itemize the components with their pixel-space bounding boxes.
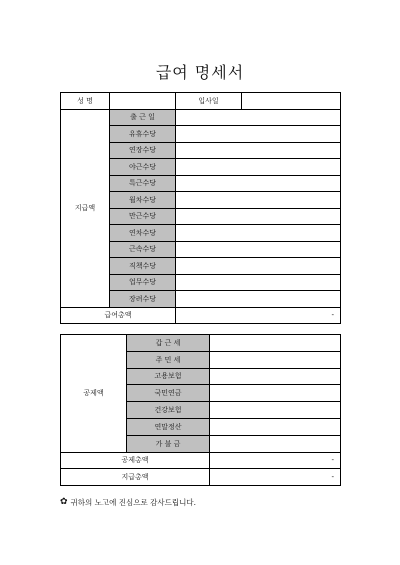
pay-item-value[interactable]	[176, 142, 341, 159]
pay-item-label: 연장수당	[110, 142, 176, 159]
pay-row	[61, 109, 341, 126]
pay-item-value[interactable]	[176, 192, 341, 209]
name-value[interactable]	[110, 93, 176, 110]
pay-item-value[interactable]	[176, 175, 341, 192]
pay-item-value[interactable]	[176, 109, 341, 126]
pay-item-label: 만근수당	[110, 208, 176, 225]
pay-item-label: 근속수당	[110, 241, 176, 258]
join-date-label: 입사일	[176, 93, 242, 110]
pay-item-label: 야근수당	[110, 159, 176, 176]
deduction-item-label: 고용보험	[127, 368, 210, 385]
pay-item-label: 직책수당	[110, 258, 176, 275]
pay-item-label: 장려수당	[110, 291, 176, 308]
deduction-item-label: 국민연금	[127, 385, 210, 402]
pay-total-label: 급여총액	[61, 307, 176, 324]
deduction-item-label: 갑 근 세	[127, 335, 210, 352]
deduction-item-value[interactable]	[210, 335, 341, 352]
net-pay-label: 지급총액	[61, 469, 210, 486]
deduction-item-value[interactable]	[210, 402, 341, 419]
pay-item-label: 연차수당	[110, 225, 176, 242]
flower-icon: ✿	[60, 497, 68, 507]
pay-table	[60, 92, 341, 324]
pay-item-label: 유휴수당	[110, 126, 176, 143]
pay-section-label: 지급액	[61, 109, 110, 307]
pay-total-value: -	[176, 307, 341, 324]
pay-item-value[interactable]	[176, 126, 341, 143]
pay-item-value[interactable]	[176, 291, 341, 308]
pay-item-value[interactable]	[176, 241, 341, 258]
deduction-item-label: 가 불 금	[127, 435, 210, 452]
pay-item-label: 특근수당	[110, 175, 176, 192]
pay-item-value[interactable]	[176, 159, 341, 176]
pay-item-label: 출 근 일	[110, 109, 176, 126]
footer-note	[60, 497, 196, 508]
deduction-item-value[interactable]	[210, 385, 341, 402]
deduction-item-value[interactable]	[210, 368, 341, 385]
net-pay-row	[61, 469, 341, 486]
deduction-item-label: 주 민 세	[127, 351, 210, 368]
deduction-total-label: 공제총액	[61, 452, 210, 469]
header-row	[61, 93, 341, 110]
pay-item-value[interactable]	[176, 258, 341, 275]
name-label: 성 명	[61, 93, 110, 110]
pay-total-row	[61, 307, 341, 324]
deduction-total-row	[61, 452, 341, 469]
pay-item-value[interactable]	[176, 225, 341, 242]
pay-item-value[interactable]	[176, 208, 341, 225]
deduction-section-label: 공제액	[61, 335, 127, 453]
deduction-item-label: 건강보험	[127, 402, 210, 419]
pay-item-value[interactable]	[176, 274, 341, 291]
deduction-table	[60, 334, 341, 486]
deduction-row	[61, 335, 341, 352]
deduction-total-value: -	[210, 452, 341, 469]
deduction-item-value[interactable]	[210, 435, 341, 452]
net-pay-value: -	[210, 469, 341, 486]
deduction-item-label: 연말정산	[127, 418, 210, 435]
pay-item-label: 업무수당	[110, 274, 176, 291]
document-title: 급여 명세서	[155, 63, 245, 82]
footer-text: 귀하의 노고에 진심으로 감사드립니다.	[70, 498, 197, 507]
pay-item-label: 월차수당	[110, 192, 176, 209]
join-date-value[interactable]	[242, 93, 341, 110]
deduction-item-value[interactable]	[210, 418, 341, 435]
deduction-item-value[interactable]	[210, 351, 341, 368]
